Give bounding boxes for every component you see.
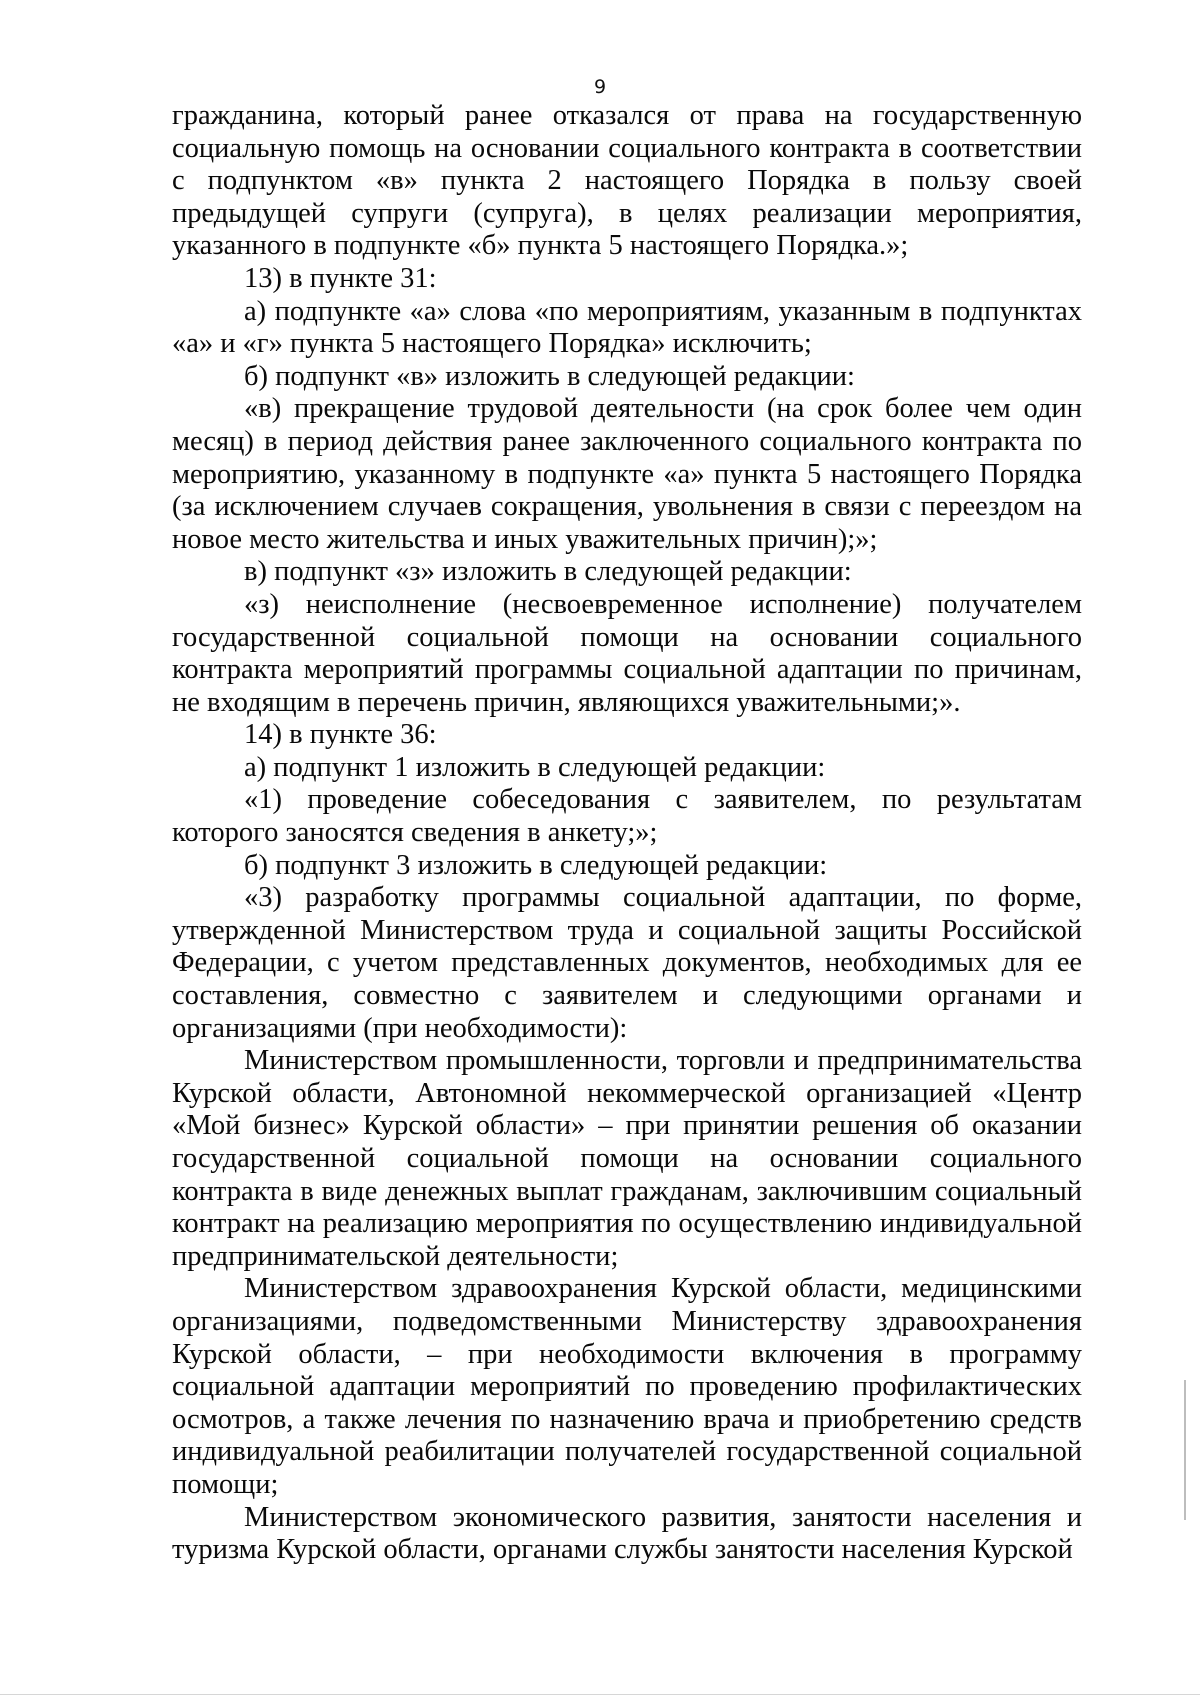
page-number: 9 bbox=[593, 76, 607, 98]
paragraph: «в) прекращение трудовой деятельности (на срок более чем один месяц) в период действия ранее заключенного социального контракта по мероприятию, указанному в подпункте «а» пункта 5 настоящего Порядка (за исключением случаев сокращения, увольнения в связи с переездом на новое место жительства и иных уважительных причин);»; bbox=[172, 393, 1082, 555]
paragraph: «3) разработку программы социальной адаптации, по форме, утвержденной Министерством труда и социальной защиты Российской Федерации, с учетом представленных документов, необходимых для ее составления, совместно с заявителем и следующими органами и организациями (при необходимости): bbox=[172, 882, 1082, 1044]
paragraph: гражданина, который ранее отказался от права на государственную социальную помощь на основании социального контракта в соответствии с подпунктом «в» пункта 2 настоящего Порядка в пользу своей предыдущей супруги (супруга), в целях реализации мероприятия, указанного в подпункте «б» пункта 5 настоящего Порядка.»; bbox=[172, 100, 1082, 262]
paragraph: «з) неисполнение (несвоевременное исполнение) получателем государственной социальной помощи на основании социального контракта мероприятий программы социальной адаптации по причинам, не входящим в перечень причин, являющихся уважительными;». bbox=[172, 588, 1082, 718]
scan-edge-line bbox=[0, 1694, 1200, 1695]
paragraph: «1) проведение собеседования с заявителем, по результатам которого заносятся сведения в анкету;»; bbox=[172, 784, 1082, 849]
paragraph: 13) в пункте 31: bbox=[244, 262, 437, 294]
paragraph: Министерством промышленности, торговли и предпринимательства Курской области, Автономной некоммерческой организацией «Центр «Мой бизнес» Курской области» – при принятии решения об оказании государственной социальной помощи на основании социального контракта в виде денежных выплат гражданам, заключившим социальный контракт на реализацию мероприятия по осуществлению индивидуальной предпринимательской деятельности; bbox=[172, 1045, 1082, 1272]
paragraph: в) подпункт «з» изложить в следующей редакции: bbox=[244, 556, 852, 588]
paragraph: б) подпункт 3 изложить в следующей редакции: bbox=[244, 849, 828, 881]
paragraph: а) подпункте «а» слова «по мероприятиям, указанным в подпунктах «а» и «г» пункта 5 настоящего Порядка» исключить; bbox=[172, 295, 1082, 360]
paragraph: б) подпункт «в» изложить в следующей редакции: bbox=[244, 360, 855, 392]
paragraph: 14) в пункте 36: bbox=[244, 719, 437, 751]
paragraph: а) подпункт 1 изложить в следующей редакции: bbox=[244, 751, 826, 783]
paragraph: Министерством здравоохранения Курской области, медицинскими организациями, подведомственными Министерству здравоохранения Курской области, – при необходимости включения в программу социальной адаптации мероприятий по проведению профилактических осмотров, а также лечения по назначению врача и приобретению средств индивидуальной реабилитации получателей государственной социальной помощи; bbox=[172, 1273, 1082, 1500]
document-body bbox=[172, 100, 1082, 1567]
scan-edge-mark bbox=[1184, 1380, 1186, 1520]
paragraph: Министерством экономического развития, занятости населения и туризма Курской области, органами службы занятости населения Курской bbox=[172, 1501, 1082, 1566]
